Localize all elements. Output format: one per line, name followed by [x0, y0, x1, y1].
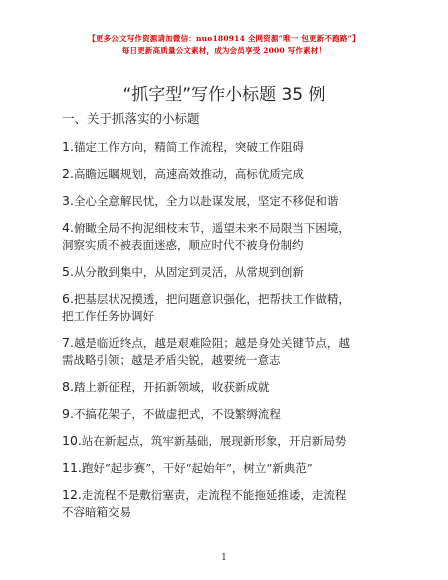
document-title: “抓字型”写作小标题 35 例 [122, 85, 326, 105]
list-item [62, 405, 392, 423]
item-text: 跑好“起步赛”，干好“起始年”，树立“新典范” [81, 461, 313, 475]
item-number: 4. [62, 220, 74, 235]
item-text: 走流程不是敷衍塞责，走流程不能拖延推诿，走流程 [81, 488, 347, 502]
item-number: 2. [62, 166, 74, 181]
item-number: 8. [62, 379, 74, 394]
list-item [62, 219, 392, 254]
list-item [62, 378, 392, 396]
list-item [62, 334, 392, 369]
item-number: 11. [62, 460, 82, 475]
item-text: 俯瞰全局不拘泥细枝末节，遥望未来不局限当下困境， [73, 221, 350, 235]
item-text: 越是临近终点，越是艰难险阻；越是身处关键节点，越 [73, 336, 350, 350]
list-item [62, 192, 392, 210]
item-number: 10. [62, 433, 82, 448]
item-text: 把基层状况摸透，把问题意识强化，把帮扶工作做精， [73, 292, 350, 306]
item-text: 踏上新征程，开拓新领域，收获新成就 [73, 380, 270, 394]
list-item [62, 290, 392, 325]
item-number: 6. [62, 291, 74, 306]
item-text: 从分散到集中，从固定到灵活，从常规到创新 [73, 265, 304, 279]
promo-line-2: 每日更新高质量公文素材，成为会员享受 2000 写作素材！ [121, 46, 327, 55]
document-body [62, 110, 392, 530]
item-number: 7. [62, 335, 74, 350]
item-number: 3. [62, 193, 74, 208]
item-text: 不搞花架子，不做虚把式，不设繁缛流程 [73, 407, 281, 421]
list-item [62, 263, 392, 281]
item-text: 全心全意解民忧，全力以赴谋发展，坚定不移促和谐 [73, 194, 339, 208]
item-text-continued: 需战略引领；越是矛盾尖锐，越要统一意志 [62, 353, 281, 367]
item-text: 锚定工作方向，精简工作流程，突破工作阻碍 [73, 140, 304, 154]
item-number: 1. [62, 139, 74, 154]
list-item [62, 138, 392, 156]
item-number: 9. [62, 406, 74, 421]
list-item [62, 486, 392, 521]
list-item [62, 165, 392, 183]
item-text-continued: 不容暗箱交易 [62, 505, 131, 519]
item-text: 站在新起点，筑牢新基础，展现新形象，开启新局势 [81, 434, 347, 448]
page-number: 1 [221, 553, 227, 563]
list-item [62, 459, 392, 477]
section-heading: 一、关于抓落实的小标题 [62, 111, 200, 126]
promo-line-1: 【更多公文写作资源请加微信：nuo180914 全网资源“唯一 包更新不跑路”】 [88, 34, 360, 43]
list-item [62, 432, 392, 450]
item-text-continued: 洞察实质不被表面迷惑，顺应时代不被身份制约 [62, 238, 304, 252]
item-text: 高瞻远瞩规划，高速高效推动，高标优质完成 [73, 167, 304, 181]
item-text-continued: 把工作任务协调好 [62, 309, 154, 323]
item-number: 12. [62, 487, 82, 502]
item-number: 5. [62, 264, 74, 279]
